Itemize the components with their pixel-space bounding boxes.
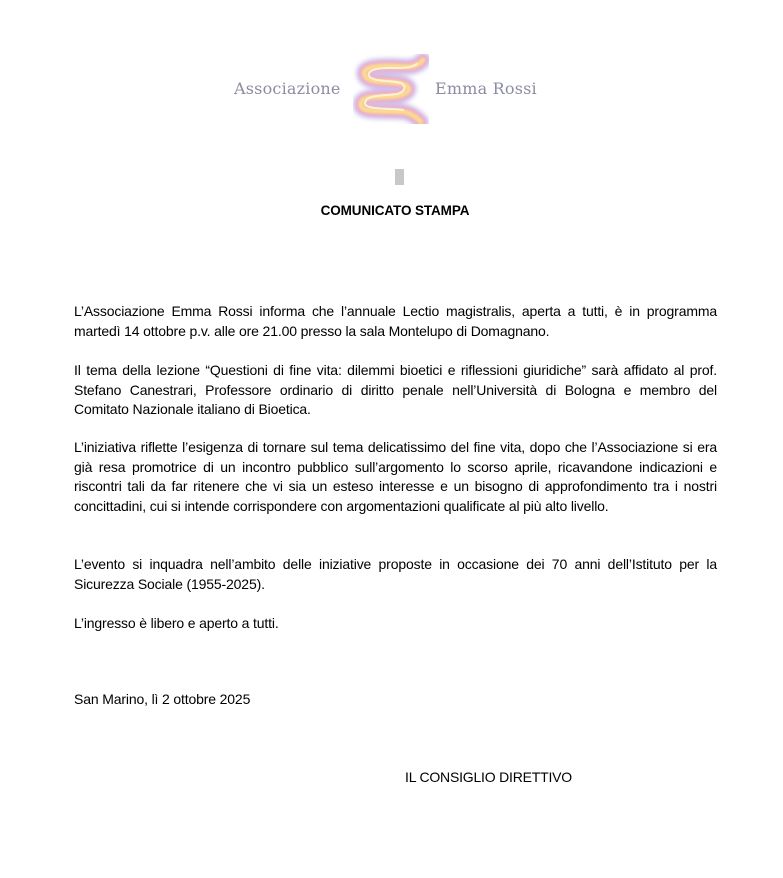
paragraph: L’iniziativa riflette l’esigenza di tornare sul tema delicatissimo del fine vita, dopo che l’Associazione si era già resa promotrice di un incontro pubblico sull’argomento lo scorso aprile, ricavandone indicazioni e riscontri tali da far ritenere che vi sia un esteso interesse e un bisogno di approfondimento tra i nostri concittadini, cui si intende corrispondere con argomentazioni qualificate al più alto livello. <box>74 439 717 514</box>
document-title: COMUNICATO STAMPA <box>320 203 470 218</box>
paragraph: L’Associazione Emma Rossi informa che l’annuale Lectio magistralis, aperta a tutti, è in programma martedì 14 ottobre p.v. alle ore 21.00 presso la sala Montelupo di Domagnano. <box>74 303 717 339</box>
letterhead <box>0 52 783 124</box>
paragraph: L’ingresso è libero e aperto a tutti. <box>74 615 279 631</box>
org-name-left: Associazione <box>234 79 341 98</box>
image-placeholder <box>395 169 404 185</box>
paragraph: Il tema della lezione “Questioni di fine vita: dilemmi bioetici e riflessioni giuridiche” sarà affidato al prof. Stefano Canestrari, Professore ordinario di diritto penale nell’Università di Bologna e membro del Comitato Nazionale italiano di Bioetica. <box>74 362 717 417</box>
place-date: San Marino, lì 2 ottobre 2025 <box>74 691 251 707</box>
logo-icon <box>353 54 429 124</box>
signature: IL CONSIGLIO DIRETTIVO <box>405 769 572 785</box>
paragraph: L’evento si inquadra nell’ambito delle iniziative proposte in occasione dei 70 anni dell’Istituto per la Sicurezza Sociale (1955-2025). <box>74 556 717 592</box>
org-name-right: Emma Rossi <box>435 79 537 98</box>
